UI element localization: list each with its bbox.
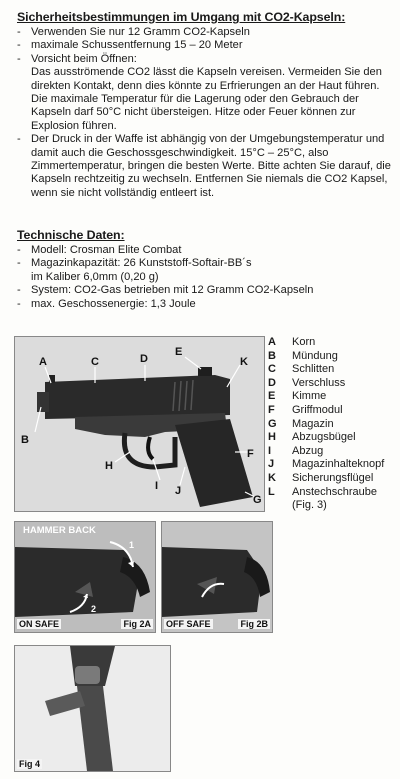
list-item: - Magazinkapazität: 26 Kunststoff-Softair-BB´s im Kaliber 6,0mm (0,20 g) <box>17 257 252 283</box>
safety-list <box>17 26 397 200</box>
legend-row: G Magazin <box>268 417 334 430</box>
legend-row: J Magazinhalteknopf <box>268 458 385 471</box>
legend-row: B Mündung <box>268 349 338 362</box>
legend-row: H Abzugsbügel <box>268 431 356 444</box>
fig-2a-photo <box>14 521 156 633</box>
fig2a-num2: 2 <box>91 604 97 614</box>
legend-row: C Schlitten <box>268 363 335 376</box>
fig3-label-g: G <box>253 494 262 506</box>
fig3-label-f: F <box>247 448 254 460</box>
fig2b-safe-label: OFF SAFE <box>166 619 211 629</box>
fig3-label-h: H <box>105 460 113 472</box>
fig3-label-d: D <box>140 353 148 365</box>
hammer-back-illustration <box>15 522 155 632</box>
legend-row: L Anstechschraube <box>268 485 377 498</box>
fig2a-caption: Fig 2A <box>123 619 151 629</box>
fig3-label-b: B <box>21 434 29 446</box>
list-item: - maximale Schussentfernung 15 – 20 Meter <box>17 39 243 52</box>
fig3-label-c: C <box>91 356 99 368</box>
pistol-diagram <box>14 336 265 512</box>
legend-row: I Abzug <box>268 444 324 457</box>
parts-legend <box>268 336 384 513</box>
tech-title: Technische Daten: <box>17 228 125 242</box>
legend-row: (Fig. 3) <box>292 499 327 512</box>
fig-2b-photo <box>161 521 273 633</box>
legend-row: E Kimme <box>268 390 327 403</box>
tech-list <box>17 244 397 311</box>
list-item: - System: CO2-Gas betrieben mit 12 Gramm CO2-Kapseln <box>17 284 314 297</box>
fig-4-photo <box>14 645 171 772</box>
fig4-caption: Fig 4 <box>19 759 41 769</box>
pistol-illustration <box>15 337 264 511</box>
fig3-label-k: K <box>240 356 248 368</box>
fig2a-top-label: HAMMER BACK <box>23 525 96 536</box>
co2-capsule-illustration <box>15 646 170 771</box>
legend-row: D Verschluss <box>268 376 346 389</box>
legend-row: A Korn <box>268 336 316 348</box>
fig3-label-j: J <box>175 485 182 497</box>
list-item: - Der Druck in der Waffe ist abhängig von der Umgebungstemperatur und damit auch die Geschossgeschwindigkeit. 15°C – 25°C, also Zimmertemperatur, bringen die besten Werte. Bitte achten Sie darauf, die Kapseln rechtzeitig zu wechseln. Entfernen Sie niemals die CO2 Kapsel, wenn sie nicht vollständig entleert ist. <box>17 133 391 199</box>
fig3-label-a: A <box>39 356 47 368</box>
fig2a-num1: 1 <box>129 540 135 550</box>
list-item: - Modell: Crosman Elite Combat <box>17 244 182 256</box>
fig3-label-e: E <box>175 346 183 358</box>
list-item: - max. Geschossenergie: 1,3 Joule <box>17 297 196 310</box>
fig2a-safe-label: ON SAFE <box>19 619 60 629</box>
list-item: - Verwenden Sie nur 12 Gramm CO2-Kapseln <box>17 26 250 38</box>
fig3-label-i: I <box>155 480 159 492</box>
safety-title: Sicherheitsbestimmungen im Umgang mit CO2-Kapseln: <box>17 10 346 24</box>
list-item: - Vorsicht beim Öffnen: Das ausströmende CO2 lässt die Kapseln vereisen. Vermeiden Sie den direkten Kontakt, denn dies könnte zu Erfrierungen an der Haut führen. Die maximale Temperatur für die Lagerung oder den Gebrauch der Kapseln darf 50°C nicht übersteigen. Hitze oder Feuer können zur Explosion führen. <box>17 52 382 132</box>
legend-row: F Griffmodul <box>268 403 343 416</box>
safety-off-illustration <box>162 522 272 632</box>
legend-row: K Sicherungsflügel <box>268 471 374 484</box>
fig2b-caption: Fig 2B <box>240 619 268 629</box>
